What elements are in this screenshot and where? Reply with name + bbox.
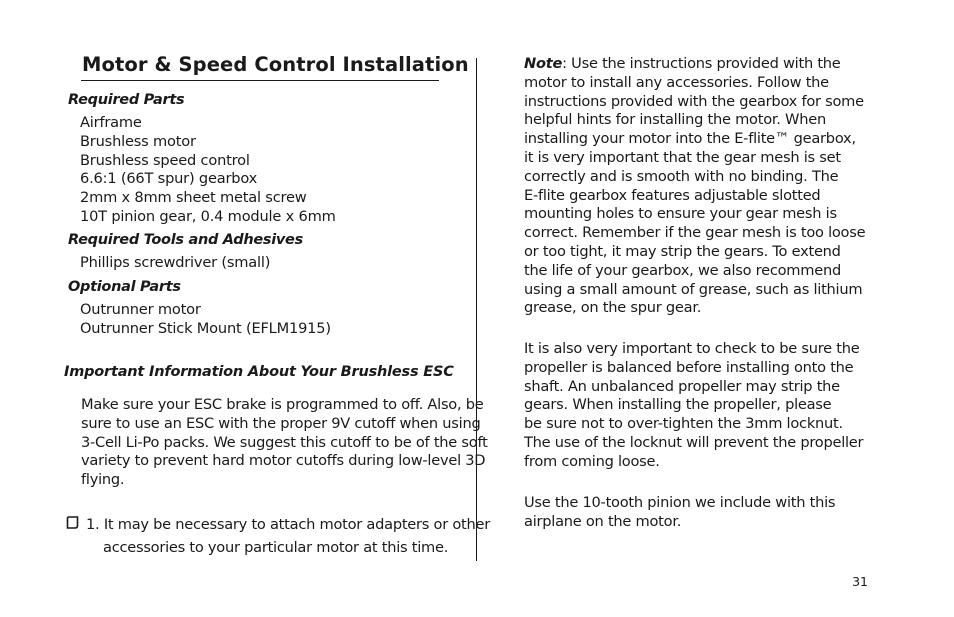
paragraph-line: grease, on the spur gear. — [524, 299, 702, 317]
list-item: Brushless speed control — [80, 151, 250, 169]
note-paragraph — [524, 55, 865, 318]
paragraph-line: helpful hints for installing the motor. When — [524, 111, 826, 129]
page-title: Motor & Speed Control Installation — [82, 53, 469, 76]
list-item: Brushless motor — [80, 132, 196, 150]
list-item: Phillips screwdriver (small) — [80, 254, 271, 271]
paragraph-line: from coming loose. — [524, 452, 660, 470]
optional-parts-heading: Optional Parts — [68, 279, 181, 295]
step-1 — [86, 514, 490, 559]
propeller-paragraph — [524, 340, 863, 472]
required-tools-list — [80, 254, 270, 273]
paragraph-line: be sure not to over-tighten the 3mm locknut. — [524, 415, 843, 433]
esc-info-paragraph — [81, 396, 488, 490]
paragraph-line: The use of the locknut will prevent the propeller — [524, 433, 864, 451]
paragraph-line: the life of your gearbox, we also recommend — [524, 261, 841, 279]
page-number: 31 — [852, 574, 868, 589]
column-divider — [476, 58, 477, 561]
paragraph-line: motor to install any accessories. Follow the — [524, 73, 829, 91]
list-item: 6.6:1 (66T spur) gearbox — [80, 170, 258, 188]
list-item: Outrunner motor — [80, 301, 201, 318]
title-underline — [81, 80, 439, 81]
checkbox-icon[interactable] — [66, 516, 79, 529]
paragraph-line: instructions provided with the gearbox for some — [524, 92, 864, 110]
paragraph-line: propeller is balanced before installing onto the — [524, 358, 854, 376]
note-label: Note — [524, 55, 563, 72]
paragraph-line: It is also very important to check to be sure the — [524, 340, 860, 357]
paragraph-line: shaft. An unbalanced propeller may strip the — [524, 377, 840, 395]
note-first-line: : Use the instructions provided with the — [562, 55, 841, 72]
paragraph-line: installing your motor into the E-flite™ gearbox, — [524, 130, 856, 148]
optional-parts-list — [80, 301, 331, 339]
paragraph-line: variety to prevent hard motor cutoffs during low-level 3D — [81, 452, 486, 470]
required-tools-heading: Required Tools and Adhesives — [68, 232, 303, 248]
paragraph-line: Make sure your ESC brake is programmed to off. Also, be — [81, 396, 484, 413]
paragraph-line: using a small amount of grease, such as lithium — [524, 280, 863, 298]
paragraph-line: airplane on the motor. — [524, 512, 682, 530]
list-item: 2mm x 8mm sheet metal screw — [80, 189, 307, 207]
paragraph-line: Use the 10-tooth pinion we include with this — [524, 494, 836, 511]
esc-info-heading: Important Information About Your Brushless ESC — [64, 364, 454, 380]
step-1-line: accessories to your particular motor at this time. — [103, 538, 449, 556]
paragraph-line: mounting holes to ensure your gear mesh is — [524, 205, 837, 223]
paragraph-line: flying. — [81, 471, 125, 489]
pinion-paragraph — [524, 494, 835, 532]
list-item: Outrunner Stick Mount (EFLM1915) — [80, 319, 331, 337]
paragraph-line: or too tight, it may strip the gears. To extend — [524, 242, 841, 260]
list-item: Airframe — [80, 114, 142, 131]
required-parts-heading: Required Parts — [68, 92, 185, 108]
paragraph-line: correctly and is smooth with no binding. The — [524, 167, 839, 185]
paragraph-line — [524, 55, 865, 74]
paragraph-line: sure to use an ESC with the proper 9V cutoff when using — [81, 414, 481, 432]
paragraph-line: gears. When installing the propeller, please — [524, 396, 832, 414]
required-parts-list — [80, 114, 336, 227]
paragraph-line: 3-Cell Li-Po packs. We suggest this cutoff to be of the soft — [81, 433, 488, 451]
paragraph-line: E-flite gearbox features adjustable slotted — [524, 186, 821, 204]
paragraph-line: it is very important that the gear mesh is set — [524, 148, 841, 166]
step-1-line: 1. It may be necessary to attach motor adapters or other — [86, 516, 490, 533]
list-item: 10T pinion gear, 0.4 module x 6mm — [80, 207, 336, 225]
paragraph-line: correct. Remember if the gear mesh is too loose — [524, 224, 866, 242]
